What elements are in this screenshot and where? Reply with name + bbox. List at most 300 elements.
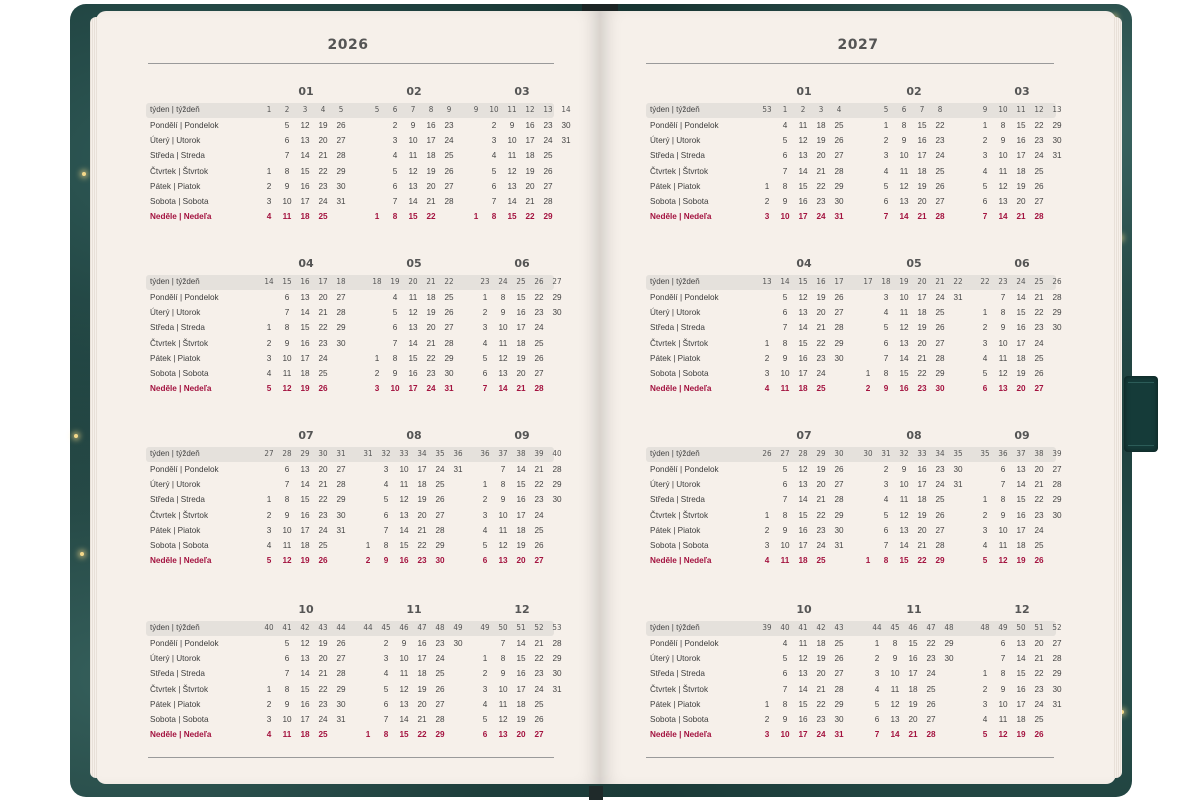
- day-cell[interactable]: 2: [883, 136, 889, 146]
- day-cell[interactable]: 2: [764, 197, 770, 206]
- day-cell[interactable]: 20: [318, 136, 328, 146]
- day-cell[interactable]: 16: [1016, 684, 1026, 694]
- day-cell[interactable]: 28: [444, 197, 454, 206]
- day-cell[interactable]: 30: [834, 715, 844, 724]
- day-cell[interactable]: 2: [383, 639, 389, 648]
- day-cell[interactable]: 28: [336, 480, 346, 490]
- day-cell[interactable]: 8: [901, 121, 907, 130]
- day-cell[interactable]: 17: [417, 654, 427, 664]
- day-cell[interactable]: 30: [1052, 510, 1062, 520]
- day-cell[interactable]: 12: [899, 510, 909, 520]
- day-cell[interactable]: 31: [336, 197, 346, 206]
- day-cell[interactable]: 27: [935, 197, 945, 206]
- day-cell[interactable]: 16: [908, 654, 918, 664]
- day-cell[interactable]: 15: [516, 654, 526, 664]
- day-cell[interactable]: 30: [1052, 136, 1062, 146]
- day-cell[interactable]: 15: [408, 212, 418, 222]
- day-cell[interactable]: 24: [1034, 525, 1044, 535]
- day-cell[interactable]: 6: [883, 338, 889, 348]
- day-cell[interactable]: 9: [782, 525, 788, 535]
- day-cell[interactable]: 22: [816, 181, 826, 191]
- day-cell[interactable]: 3: [266, 715, 272, 724]
- day-cell[interactable]: 16: [516, 495, 526, 505]
- day-cell[interactable]: 21: [516, 384, 526, 394]
- day-cell[interactable]: 11: [798, 639, 808, 648]
- day-cell[interactable]: 31: [953, 480, 963, 490]
- day-cell[interactable]: 3: [764, 730, 770, 740]
- day-cell[interactable]: 29: [543, 212, 553, 222]
- day-cell[interactable]: 16: [516, 308, 526, 318]
- day-cell[interactable]: 13: [998, 384, 1008, 394]
- day-cell[interactable]: 6: [383, 510, 389, 520]
- day-cell[interactable]: 19: [516, 541, 526, 550]
- day-cell[interactable]: 25: [834, 639, 844, 648]
- day-cell[interactable]: 6: [982, 384, 988, 394]
- day-cell[interactable]: 15: [399, 730, 409, 740]
- day-cell[interactable]: 6: [392, 181, 398, 191]
- day-cell[interactable]: 1: [266, 495, 272, 505]
- day-cell[interactable]: 20: [816, 308, 826, 318]
- day-cell[interactable]: 29: [435, 541, 445, 550]
- day-cell[interactable]: 22: [1034, 121, 1044, 130]
- day-cell[interactable]: 2: [266, 338, 272, 348]
- day-cell[interactable]: 24: [1034, 151, 1044, 161]
- day-cell[interactable]: 10: [498, 510, 508, 520]
- day-cell[interactable]: 3: [266, 197, 272, 206]
- day-cell[interactable]: 23: [1034, 510, 1044, 520]
- day-cell[interactable]: 2: [764, 715, 770, 724]
- day-cell[interactable]: 14: [507, 197, 517, 206]
- day-cell[interactable]: 24: [1034, 338, 1044, 348]
- day-cell[interactable]: 2: [982, 684, 988, 694]
- day-cell[interactable]: 21: [318, 669, 328, 679]
- day-cell[interactable]: 2: [874, 654, 880, 664]
- day-cell[interactable]: 16: [798, 715, 808, 724]
- day-cell[interactable]: 5: [782, 465, 788, 474]
- day-cell[interactable]: 15: [399, 541, 409, 550]
- day-cell[interactable]: 14: [798, 166, 808, 176]
- day-cell[interactable]: 27: [1034, 197, 1044, 206]
- day-cell[interactable]: 13: [998, 197, 1008, 206]
- day-cell[interactable]: 15: [516, 293, 526, 302]
- day-cell[interactable]: 16: [1016, 323, 1026, 333]
- day-cell[interactable]: 13: [899, 525, 909, 535]
- day-cell[interactable]: 13: [1016, 639, 1026, 648]
- day-cell[interactable]: 10: [507, 136, 517, 146]
- day-cell[interactable]: 19: [816, 465, 826, 474]
- day-cell[interactable]: 25: [834, 121, 844, 130]
- day-cell[interactable]: 21: [1034, 293, 1044, 302]
- day-cell[interactable]: 17: [1016, 151, 1026, 161]
- day-cell[interactable]: 26: [834, 465, 844, 474]
- day-cell[interactable]: 28: [1052, 480, 1062, 490]
- day-cell[interactable]: 5: [482, 541, 488, 550]
- day-cell[interactable]: 4: [883, 166, 889, 176]
- day-cell[interactable]: 26: [444, 166, 454, 176]
- day-cell[interactable]: 28: [1052, 293, 1062, 302]
- day-cell[interactable]: 16: [1016, 510, 1026, 520]
- day-cell[interactable]: 13: [890, 715, 900, 724]
- day-cell[interactable]: 14: [798, 684, 808, 694]
- day-cell[interactable]: 11: [282, 212, 292, 222]
- day-cell[interactable]: 16: [300, 510, 310, 520]
- day-cell[interactable]: 27: [336, 293, 346, 302]
- day-cell[interactable]: 21: [318, 480, 328, 490]
- day-cell[interactable]: 14: [899, 353, 909, 363]
- day-cell[interactable]: 9: [284, 338, 290, 348]
- day-cell[interactable]: 8: [284, 166, 290, 176]
- day-cell[interactable]: 19: [318, 121, 328, 130]
- day-cell[interactable]: 25: [444, 151, 454, 161]
- day-cell[interactable]: 11: [507, 151, 517, 161]
- day-cell[interactable]: 9: [1000, 510, 1006, 520]
- day-cell[interactable]: 5: [383, 684, 389, 694]
- day-cell[interactable]: 6: [482, 730, 488, 740]
- day-cell[interactable]: 1: [764, 699, 770, 709]
- day-cell[interactable]: 14: [399, 525, 409, 535]
- day-cell[interactable]: 30: [552, 495, 562, 505]
- day-cell[interactable]: 27: [935, 338, 945, 348]
- day-cell[interactable]: 7: [482, 384, 488, 394]
- day-cell[interactable]: 28: [1034, 212, 1044, 222]
- day-cell[interactable]: 12: [282, 556, 292, 566]
- day-cell[interactable]: 26: [1034, 181, 1044, 191]
- day-cell[interactable]: 17: [798, 369, 808, 378]
- day-cell[interactable]: 3: [883, 293, 889, 302]
- day-cell[interactable]: 14: [899, 541, 909, 550]
- day-cell[interactable]: 23: [935, 465, 945, 474]
- day-cell[interactable]: 26: [834, 654, 844, 664]
- day-cell[interactable]: 29: [552, 293, 562, 302]
- day-cell[interactable]: 29: [834, 510, 844, 520]
- day-cell[interactable]: 8: [383, 541, 389, 550]
- day-cell[interactable]: 22: [1034, 669, 1044, 679]
- day-cell[interactable]: 16: [917, 465, 927, 474]
- day-cell[interactable]: 25: [1034, 715, 1044, 724]
- day-cell[interactable]: 13: [408, 181, 418, 191]
- day-cell[interactable]: 25: [935, 166, 945, 176]
- day-cell[interactable]: 27: [1034, 384, 1044, 394]
- day-cell[interactable]: 26: [935, 181, 945, 191]
- day-cell[interactable]: 20: [426, 323, 436, 333]
- day-cell[interactable]: 28: [543, 197, 553, 206]
- day-cell[interactable]: 10: [899, 151, 909, 161]
- day-cell[interactable]: 14: [300, 151, 310, 161]
- day-cell[interactable]: 11: [408, 293, 418, 302]
- day-cell[interactable]: 31: [336, 715, 346, 724]
- day-cell[interactable]: 24: [935, 480, 945, 490]
- day-cell[interactable]: 9: [500, 669, 506, 679]
- day-cell[interactable]: 10: [780, 369, 790, 378]
- day-cell[interactable]: 10: [282, 525, 292, 535]
- day-cell[interactable]: 4: [982, 541, 988, 550]
- day-cell[interactable]: 31: [336, 525, 346, 535]
- day-cell[interactable]: 13: [300, 465, 310, 474]
- day-cell[interactable]: 27: [834, 480, 844, 490]
- day-cell[interactable]: 8: [284, 684, 290, 694]
- day-cell[interactable]: 18: [917, 308, 927, 318]
- day-cell[interactable]: 22: [534, 293, 544, 302]
- day-cell[interactable]: 31: [561, 136, 571, 146]
- day-cell[interactable]: 1: [865, 556, 871, 566]
- day-cell[interactable]: 16: [798, 197, 808, 206]
- day-cell[interactable]: 18: [908, 684, 918, 694]
- day-cell[interactable]: 2: [374, 369, 380, 378]
- day-cell[interactable]: 5: [782, 654, 788, 664]
- day-cell[interactable]: 12: [899, 323, 909, 333]
- day-cell[interactable]: 3: [982, 151, 988, 161]
- day-cell[interactable]: 7: [782, 495, 788, 505]
- day-cell[interactable]: 13: [300, 136, 310, 146]
- day-cell[interactable]: 25: [444, 293, 454, 302]
- day-cell[interactable]: 10: [408, 136, 418, 146]
- day-cell[interactable]: 24: [318, 715, 328, 724]
- day-cell[interactable]: 11: [498, 338, 508, 348]
- day-cell[interactable]: 8: [782, 181, 788, 191]
- day-cell[interactable]: 19: [1016, 556, 1026, 566]
- day-cell[interactable]: 22: [417, 541, 427, 550]
- day-cell[interactable]: 11: [998, 715, 1008, 724]
- day-cell[interactable]: 6: [1000, 639, 1006, 648]
- day-cell[interactable]: 14: [1016, 480, 1026, 490]
- day-cell[interactable]: 27: [543, 181, 553, 191]
- day-cell[interactable]: 29: [935, 556, 945, 566]
- day-cell[interactable]: 30: [552, 308, 562, 318]
- day-cell[interactable]: 9: [410, 121, 416, 130]
- day-cell[interactable]: 6: [482, 369, 488, 378]
- day-cell[interactable]: 6: [782, 308, 788, 318]
- day-cell[interactable]: 27: [834, 308, 844, 318]
- day-cell[interactable]: 9: [1000, 323, 1006, 333]
- day-cell[interactable]: 29: [1052, 669, 1062, 679]
- day-cell[interactable]: 26: [318, 384, 328, 394]
- day-cell[interactable]: 12: [798, 293, 808, 302]
- day-cell[interactable]: 25: [318, 369, 328, 378]
- day-cell[interactable]: 25: [1034, 541, 1044, 550]
- day-cell[interactable]: 7: [874, 730, 880, 740]
- day-cell[interactable]: 25: [1034, 166, 1044, 176]
- day-cell[interactable]: 18: [516, 525, 526, 535]
- day-cell[interactable]: 14: [798, 323, 808, 333]
- day-cell[interactable]: 15: [798, 338, 808, 348]
- day-cell[interactable]: 7: [491, 197, 497, 206]
- day-cell[interactable]: 25: [816, 384, 826, 394]
- day-cell[interactable]: 19: [1016, 369, 1026, 378]
- day-cell[interactable]: 23: [935, 136, 945, 146]
- day-cell[interactable]: 30: [444, 369, 454, 378]
- day-cell[interactable]: 16: [300, 338, 310, 348]
- day-cell[interactable]: 28: [552, 639, 562, 648]
- day-cell[interactable]: 25: [543, 151, 553, 161]
- day-cell[interactable]: 5: [883, 510, 889, 520]
- day-cell[interactable]: 2: [865, 384, 871, 394]
- day-cell[interactable]: 22: [426, 353, 436, 363]
- day-cell[interactable]: 21: [426, 197, 436, 206]
- day-cell[interactable]: 29: [336, 495, 346, 505]
- day-cell[interactable]: 29: [944, 639, 954, 648]
- day-cell[interactable]: 24: [534, 510, 544, 520]
- day-cell[interactable]: 17: [908, 669, 918, 679]
- day-cell[interactable]: 20: [516, 730, 526, 740]
- day-cell[interactable]: 25: [534, 338, 544, 348]
- day-cell[interactable]: 10: [998, 338, 1008, 348]
- day-cell[interactable]: 18: [516, 699, 526, 709]
- day-cell[interactable]: 10: [998, 525, 1008, 535]
- day-cell[interactable]: 20: [318, 293, 328, 302]
- day-cell[interactable]: 24: [816, 369, 826, 378]
- day-cell[interactable]: 11: [998, 166, 1008, 176]
- day-cell[interactable]: 8: [782, 338, 788, 348]
- day-cell[interactable]: 31: [1052, 699, 1062, 709]
- day-cell[interactable]: 15: [1016, 495, 1026, 505]
- day-cell[interactable]: 28: [834, 684, 844, 694]
- day-cell[interactable]: 23: [444, 121, 454, 130]
- day-cell[interactable]: 10: [282, 197, 292, 206]
- day-cell[interactable]: 13: [798, 151, 808, 161]
- day-cell[interactable]: 2: [982, 136, 988, 146]
- day-cell[interactable]: 13: [399, 699, 409, 709]
- day-cell[interactable]: 11: [998, 353, 1008, 363]
- day-cell[interactable]: 27: [435, 510, 445, 520]
- day-cell[interactable]: 17: [798, 212, 808, 222]
- day-cell[interactable]: 12: [498, 715, 508, 724]
- day-cell[interactable]: 13: [798, 308, 808, 318]
- day-cell[interactable]: 16: [300, 181, 310, 191]
- day-cell[interactable]: 14: [408, 197, 418, 206]
- day-cell[interactable]: 1: [266, 323, 272, 333]
- day-cell[interactable]: 18: [525, 151, 535, 161]
- day-cell[interactable]: 19: [318, 639, 328, 648]
- day-cell[interactable]: 26: [834, 136, 844, 146]
- day-cell[interactable]: 19: [816, 293, 826, 302]
- day-cell[interactable]: 3: [764, 369, 770, 378]
- day-cell[interactable]: 24: [534, 684, 544, 694]
- day-cell[interactable]: 4: [482, 699, 488, 709]
- day-cell[interactable]: 18: [417, 480, 427, 490]
- day-cell[interactable]: 2: [365, 556, 371, 566]
- day-cell[interactable]: 8: [500, 293, 506, 302]
- day-cell[interactable]: 2: [482, 495, 488, 505]
- day-cell[interactable]: 12: [498, 541, 508, 550]
- day-cell[interactable]: 6: [782, 669, 788, 679]
- day-cell[interactable]: 23: [816, 197, 826, 206]
- day-cell[interactable]: 27: [834, 669, 844, 679]
- day-cell[interactable]: 10: [282, 353, 292, 363]
- day-cell[interactable]: 19: [417, 495, 427, 505]
- day-cell[interactable]: 21: [318, 308, 328, 318]
- day-cell[interactable]: 28: [1052, 654, 1062, 664]
- day-cell[interactable]: 3: [764, 541, 770, 550]
- day-cell[interactable]: 25: [935, 495, 945, 505]
- day-cell[interactable]: 5: [383, 495, 389, 505]
- day-cell[interactable]: 6: [883, 197, 889, 206]
- day-cell[interactable]: 11: [780, 556, 790, 566]
- day-cell[interactable]: 19: [816, 136, 826, 146]
- day-cell[interactable]: 5: [266, 556, 272, 566]
- day-cell[interactable]: 4: [883, 495, 889, 505]
- day-cell[interactable]: 23: [534, 495, 544, 505]
- day-cell[interactable]: 1: [874, 639, 880, 648]
- day-cell[interactable]: 7: [883, 353, 889, 363]
- day-cell[interactable]: 6: [392, 323, 398, 333]
- day-cell[interactable]: 22: [318, 323, 328, 333]
- day-cell[interactable]: 8: [500, 480, 506, 490]
- day-cell[interactable]: 23: [816, 715, 826, 724]
- day-cell[interactable]: 3: [383, 654, 389, 664]
- day-cell[interactable]: 23: [318, 338, 328, 348]
- day-cell[interactable]: 12: [282, 384, 292, 394]
- day-cell[interactable]: 4: [982, 166, 988, 176]
- day-cell[interactable]: 12: [399, 495, 409, 505]
- day-cell[interactable]: 25: [935, 308, 945, 318]
- day-cell[interactable]: 12: [798, 465, 808, 474]
- day-cell[interactable]: 15: [798, 510, 808, 520]
- day-cell[interactable]: 1: [982, 121, 988, 130]
- day-cell[interactable]: 23: [926, 654, 936, 664]
- day-cell[interactable]: 28: [935, 212, 945, 222]
- day-cell[interactable]: 5: [482, 715, 488, 724]
- day-cell[interactable]: 15: [516, 480, 526, 490]
- day-cell[interactable]: 8: [892, 639, 898, 648]
- day-cell[interactable]: 21: [426, 338, 436, 348]
- day-cell[interactable]: 18: [300, 369, 310, 378]
- day-cell[interactable]: 29: [834, 699, 844, 709]
- day-cell[interactable]: 21: [417, 525, 427, 535]
- day-cell[interactable]: 17: [300, 715, 310, 724]
- day-cell[interactable]: 12: [408, 308, 418, 318]
- day-cell[interactable]: 9: [500, 308, 506, 318]
- day-cell[interactable]: 20: [1034, 639, 1044, 648]
- day-cell[interactable]: 11: [408, 151, 418, 161]
- day-cell[interactable]: 17: [798, 541, 808, 550]
- day-cell[interactable]: 28: [935, 541, 945, 550]
- day-cell[interactable]: 9: [1000, 136, 1006, 146]
- day-cell[interactable]: 4: [266, 541, 272, 550]
- day-cell[interactable]: 23: [426, 369, 436, 378]
- day-cell[interactable]: 22: [534, 654, 544, 664]
- day-cell[interactable]: 3: [982, 525, 988, 535]
- day-cell[interactable]: 29: [834, 181, 844, 191]
- day-cell[interactable]: 29: [1052, 121, 1062, 130]
- day-cell[interactable]: 22: [926, 639, 936, 648]
- day-cell[interactable]: 2: [982, 510, 988, 520]
- day-cell[interactable]: 28: [444, 338, 454, 348]
- day-cell[interactable]: 7: [284, 480, 290, 490]
- day-cell[interactable]: 6: [383, 699, 389, 709]
- day-cell[interactable]: 21: [917, 212, 927, 222]
- day-cell[interactable]: 11: [399, 480, 409, 490]
- day-cell[interactable]: 29: [336, 166, 346, 176]
- day-cell[interactable]: 23: [435, 639, 445, 648]
- day-cell[interactable]: 4: [392, 151, 398, 161]
- day-cell[interactable]: 6: [883, 525, 889, 535]
- day-cell[interactable]: 8: [782, 510, 788, 520]
- day-cell[interactable]: 10: [998, 699, 1008, 709]
- day-cell[interactable]: 22: [917, 369, 927, 378]
- day-cell[interactable]: 10: [998, 151, 1008, 161]
- day-cell[interactable]: 2: [266, 510, 272, 520]
- day-cell[interactable]: 23: [816, 525, 826, 535]
- day-cell[interactable]: 5: [284, 639, 290, 648]
- day-cell[interactable]: 1: [982, 669, 988, 679]
- day-cell[interactable]: 17: [417, 465, 427, 474]
- day-cell[interactable]: 22: [426, 212, 436, 222]
- day-cell[interactable]: 2: [764, 353, 770, 363]
- day-cell[interactable]: 19: [816, 654, 826, 664]
- day-cell[interactable]: 14: [300, 480, 310, 490]
- day-cell[interactable]: 17: [917, 480, 927, 490]
- day-cell[interactable]: 3: [392, 136, 398, 146]
